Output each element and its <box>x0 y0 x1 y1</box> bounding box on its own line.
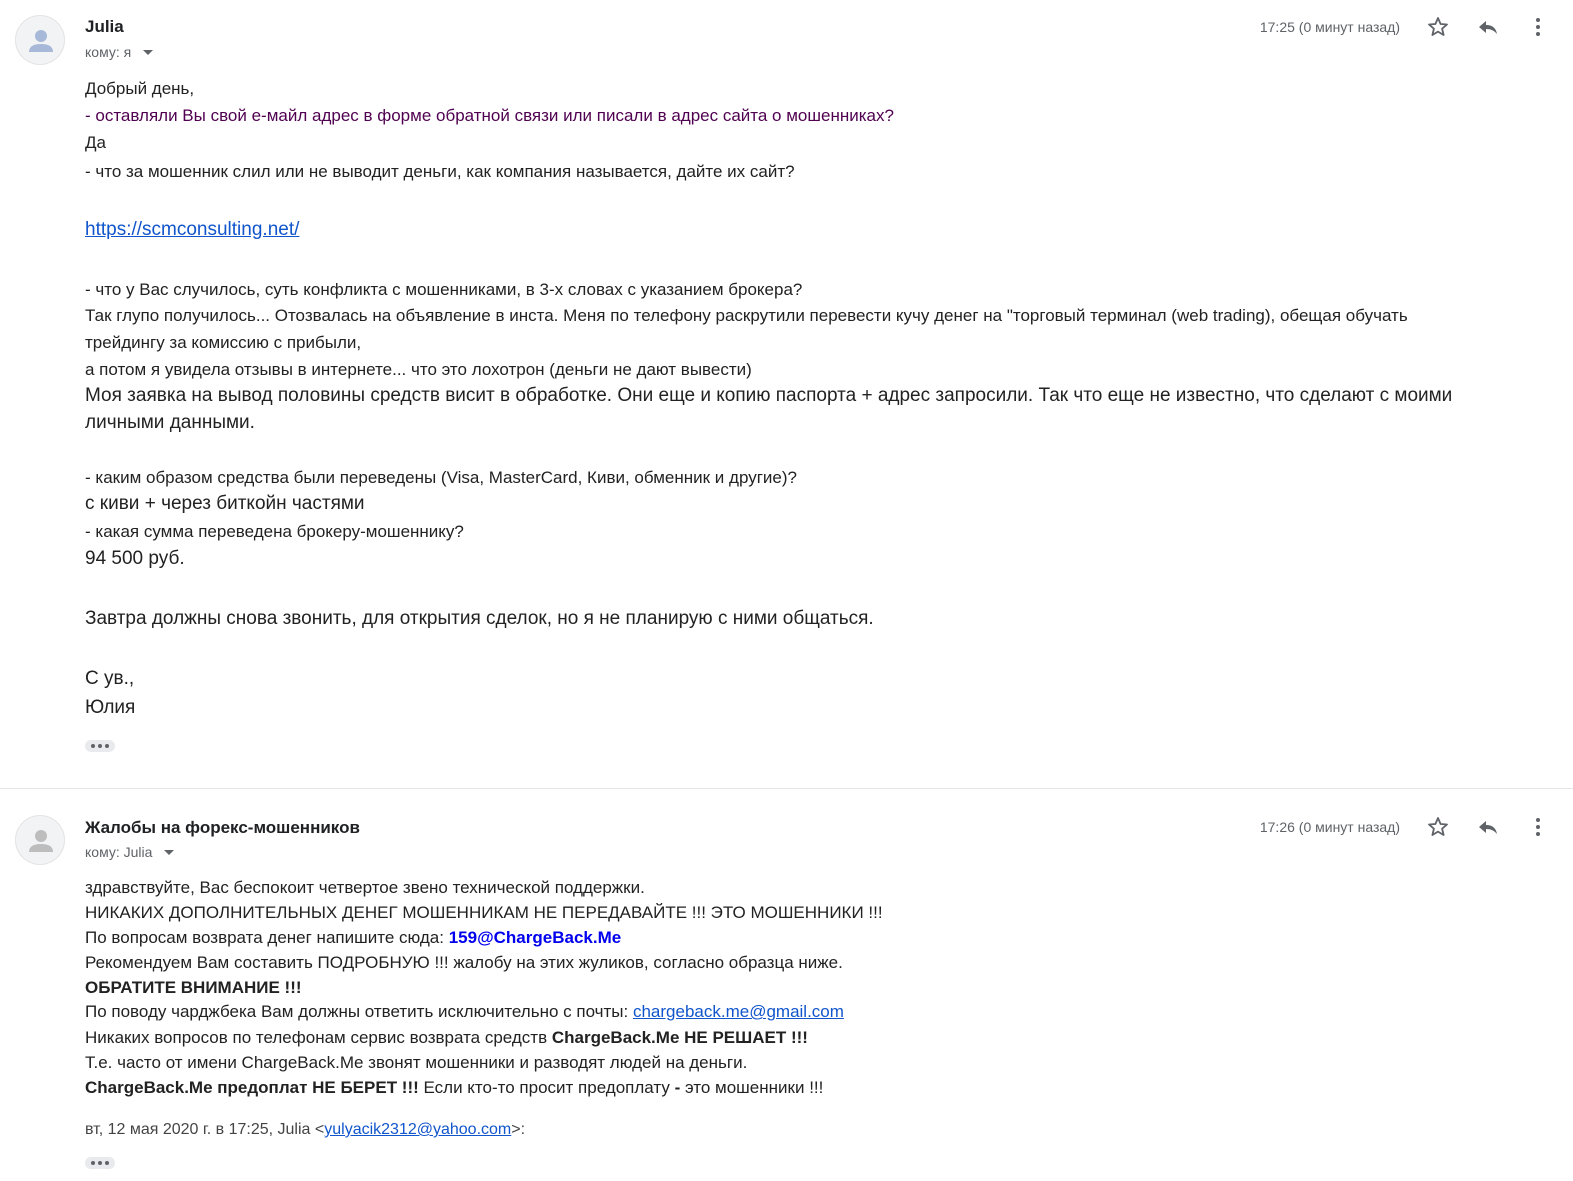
star-button[interactable] <box>1424 13 1452 41</box>
answer-3-line-3: а потом я увидела отзывы в интернете... что это лохотрон (деньги не дают вывести) <box>85 360 752 379</box>
message-2 <box>0 789 1573 1181</box>
star-icon <box>1426 15 1450 39</box>
body-line-9-text: Если кто-то просит предоплату <box>418 1078 675 1097</box>
question-2: - что за мошенник слил или не выводит деньги, как компания называется, дайте их сайт? <box>85 162 795 181</box>
show-trimmed-content-button[interactable] <box>85 1157 115 1169</box>
site-link[interactable]: https://scmconsulting.net/ <box>85 219 300 240</box>
more-vert-icon <box>1526 815 1550 839</box>
more-options-button[interactable] <box>1524 813 1552 841</box>
more-options-button[interactable] <box>1524 13 1552 41</box>
greeting: Добрый день, <box>85 79 195 98</box>
body-line-7-text: Никаких вопросов по телефонам сервис возврата средств <box>85 1028 552 1047</box>
body-line-6 <box>85 1002 844 1022</box>
avatar[interactable] <box>15 815 65 865</box>
body-line-9-dash: - <box>674 1078 681 1097</box>
chevron-down-icon[interactable] <box>143 50 153 55</box>
body-line-4: Рекомендуем Вам составить ПОДРОБНУЮ !!! жалобу на этих жуликов, согласно образца ниже. <box>85 953 843 972</box>
body-line-9 <box>85 1078 823 1098</box>
answer-1: Да <box>85 133 106 152</box>
body-line-5: ОБРАТИТЕ ВНИМАНИЕ !!! <box>85 978 302 997</box>
question-3: - что у Вас случилось, суть конфликта с мошенниками, в 3-х словах с указанием брокера? <box>85 280 803 299</box>
quote-prefix: вт, 12 мая 2020 г. в 17:25, Julia < <box>85 1121 325 1138</box>
body-line-9-bold: ChargeBack.Me предоплат НЕ БЕРЕТ !!! <box>85 1078 419 1097</box>
sender-name[interactable]: Julia <box>85 17 124 36</box>
star-icon <box>1426 815 1450 839</box>
timestamp: 17:25 (0 минут назад) <box>1259 19 1400 35</box>
recipient-label: кому: я <box>85 44 132 60</box>
body-line-9-end: это мошенники !!! <box>680 1078 824 1097</box>
answer-3-line-5: личными данными. <box>85 412 255 433</box>
avatar-icon <box>16 816 65 865</box>
body-line-3-text: По вопросам возврата денег напишите сюда: <box>85 928 449 947</box>
reply-icon <box>1476 815 1500 839</box>
answer-3-line-1: Так глупо получилось... Отозвалась на объявление в инста. Меня по телефону раскрутили перевести кучу денег на "торговый терминал (web trading), обещая обучать <box>85 306 1408 325</box>
reply-button[interactable] <box>1474 13 1502 41</box>
recipient-label: кому: Julia <box>85 844 153 860</box>
closing: Завтра должны снова звонить, для открытия сделок, но я не планирую с ними общаться. <box>85 608 874 629</box>
ellipsis-icon <box>91 1161 95 1165</box>
avatar[interactable] <box>15 15 65 65</box>
body-line-3 <box>85 928 621 948</box>
ellipsis-icon <box>91 744 95 748</box>
answer-5: 94 500 руб. <box>85 548 185 569</box>
question-5: - какая сумма переведена брокеру-мошеннику? <box>85 522 464 541</box>
body-line-7 <box>85 1028 808 1048</box>
more-vert-icon <box>1526 15 1550 39</box>
signature-line-2: Юлия <box>85 697 136 718</box>
body-line-6-text: По поводу чарджбека Вам должны ответить исключительно с почты: <box>85 1002 633 1021</box>
show-trimmed-content-button[interactable] <box>85 740 115 752</box>
body-line-1: здравствуйте, Вас беспокоит четвертое звено технической поддержки. <box>85 878 645 897</box>
question-1: - оставляли Вы свой е-майл адрес в форме обратной связи или писали в адрес сайта о мошенниках? <box>85 106 894 125</box>
recipient-toggle[interactable] <box>85 844 174 860</box>
signature-line-1: С ув., <box>85 668 135 689</box>
quoted-sender-email-link[interactable]: yulyacik2312@yahoo.com <box>324 1121 512 1138</box>
reply-button[interactable] <box>1474 813 1502 841</box>
body-line-2: НИКАКИХ ДОПОЛНИТЕЛЬНЫХ ДЕНЕГ МОШЕННИКАМ НЕ ПЕРЕДАВАЙТЕ !!! ЭТО МОШЕННИКИ !!! <box>85 903 883 922</box>
sender-name[interactable]: Жалобы на форекс-мошенников <box>85 818 360 837</box>
answer-3-line-2: трейдингу за комиссию с прибыли, <box>85 333 362 352</box>
timestamp: 17:26 (0 минут назад) <box>1259 819 1400 835</box>
star-button[interactable] <box>1424 813 1452 841</box>
body-line-7-bold: ChargeBack.Me НЕ РЕШАЕТ !!! <box>551 1028 808 1047</box>
reply-icon <box>1476 15 1500 39</box>
question-4: - каким образом средства были переведены (Visa, MasterCard, Киви, обменник и другие)? <box>85 468 797 487</box>
support-email[interactable]: 159@ChargeBack.Me <box>448 928 622 947</box>
avatar-icon <box>16 16 65 65</box>
recipient-toggle[interactable] <box>85 44 153 60</box>
quoted-header <box>85 1121 525 1139</box>
answer-3-line-4: Моя заявка на вывод половины средств висит в обработке. Они еще и копию паспорта + адрес запросили. Так что еще не известно, что сделают с моими <box>85 385 1453 406</box>
answer-4: с киви + через биткойн частями <box>85 493 365 514</box>
chargeback-email-link[interactable]: chargeback.me@gmail.com <box>632 1002 844 1021</box>
body-line-8: Т.е. часто от имени ChargeBack.Me звонят мошенники и разводят людей на деньги. <box>85 1053 748 1072</box>
quote-suffix: >: <box>511 1121 526 1138</box>
chevron-down-icon[interactable] <box>164 850 174 855</box>
